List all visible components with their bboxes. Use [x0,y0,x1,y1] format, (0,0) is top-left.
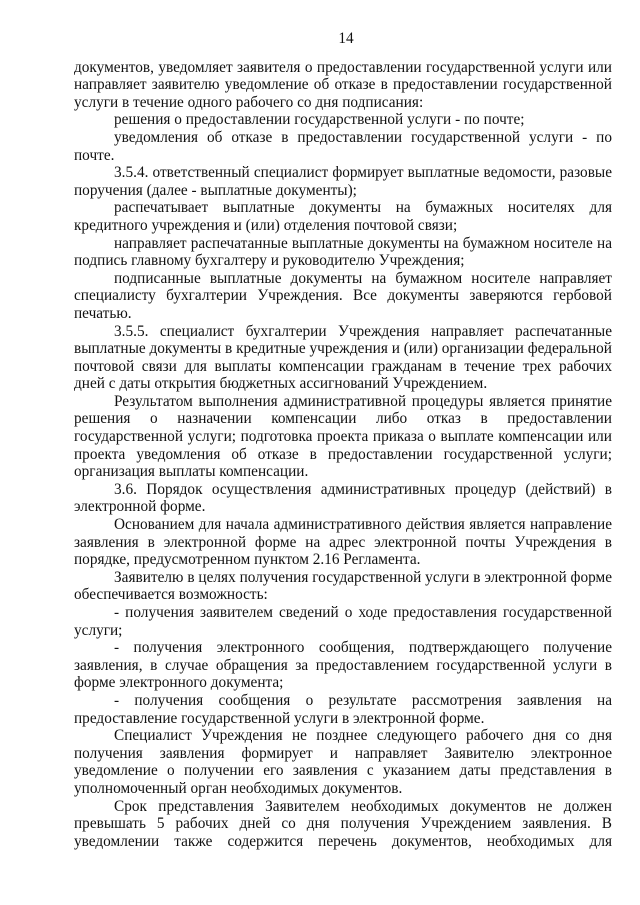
paragraph: - получения электронного сообщения, подтверждающего получение заявления, в случае обращения за предоставлением государственной услуги в форме электронного документа; [74,639,612,692]
paragraph: уведомления об отказе в предоставлении государственной услуги - по почте. [74,128,612,164]
paragraph: 3.6. Порядок осуществления административных процедур (действий) в электронной форме. [74,480,612,516]
paragraph: направляет распечатанные выплатные документы на бумажном носителе на подпись главному бухгалтеру и руководителю Учреждения; [74,234,612,270]
page-number: 14 [338,30,354,47]
paragraph: распечатывает выплатные документы на бумажных носителях для кредитного учреждения и (или) отделения почтовой связи; [74,199,612,234]
paragraph: Срок представления Заявителем необходимых документов не должен превышать 5 рабочих дней со дня получения Учреждением заявления. В уведомлении также содержится перечень документов, необходимых для [74,797,612,850]
paragraph: 3.5.4. ответственный специалист формирует выплатные ведомости, разовые поручения (далее - выплатные документы); [74,164,612,199]
paragraph: Основанием для начала административного действия является направление заявления в электронной форме на адрес электронной почты Учреждения в порядке, предусмотренном пунктом 2.16 Регламента. [74,516,612,569]
paragraph: 3.5.5. специалист бухгалтерии Учреждения направляет распечатанные выплатные документы в кредитные учреждения и (или) организации федеральной почтовой связи для выплаты компенсации гражданам в течение трех рабочих дней с даты открытия бюджетных ассигнований Учреждением. [74,322,612,393]
paragraph: Результатом выполнения административной процедуры является принятие решения о назначении компенсации либо отказ в предоставлении государственной услуги; подготовка проекта приказа о выплате компенсации или проекта уведомления об отказе в предоставлении государственной услуги; организация выплаты компенсации. [74,392,612,481]
paragraph: Специалист Учреждения не позднее следующего рабочего дня со дня получения заявления формирует и направляет Заявителю электронное уведомление о получении его заявления с указанием даты представления в уполномоченный орган необходимых документов. [74,727,612,797]
document-body [74,59,612,851]
paragraph: - получения заявителем сведений о ходе предоставления государственной услуги; [74,604,612,639]
paragraph: - получения сообщения о результате рассмотрения заявления на предоставление государственной услуги в электронной форме. [74,691,612,727]
paragraph: документов, уведомляет заявителя о предоставлении государственной услуги или направляет заявителю уведомление об отказе в предоставлении государственной услуги в течение одного рабочего со дня подписания: [74,58,612,111]
paragraph: решения о предоставлении государственной услуги - по почте; [114,111,525,129]
paragraph: Заявителю в целях получения государственной услуги в электронной форме обеспечивается возможность: [74,568,612,604]
paragraph: подписанные выплатные документы на бумажном носителе направляет специалисту бухгалтерии Учреждения. Все документы заверяются гербовой печатью. [74,269,612,322]
